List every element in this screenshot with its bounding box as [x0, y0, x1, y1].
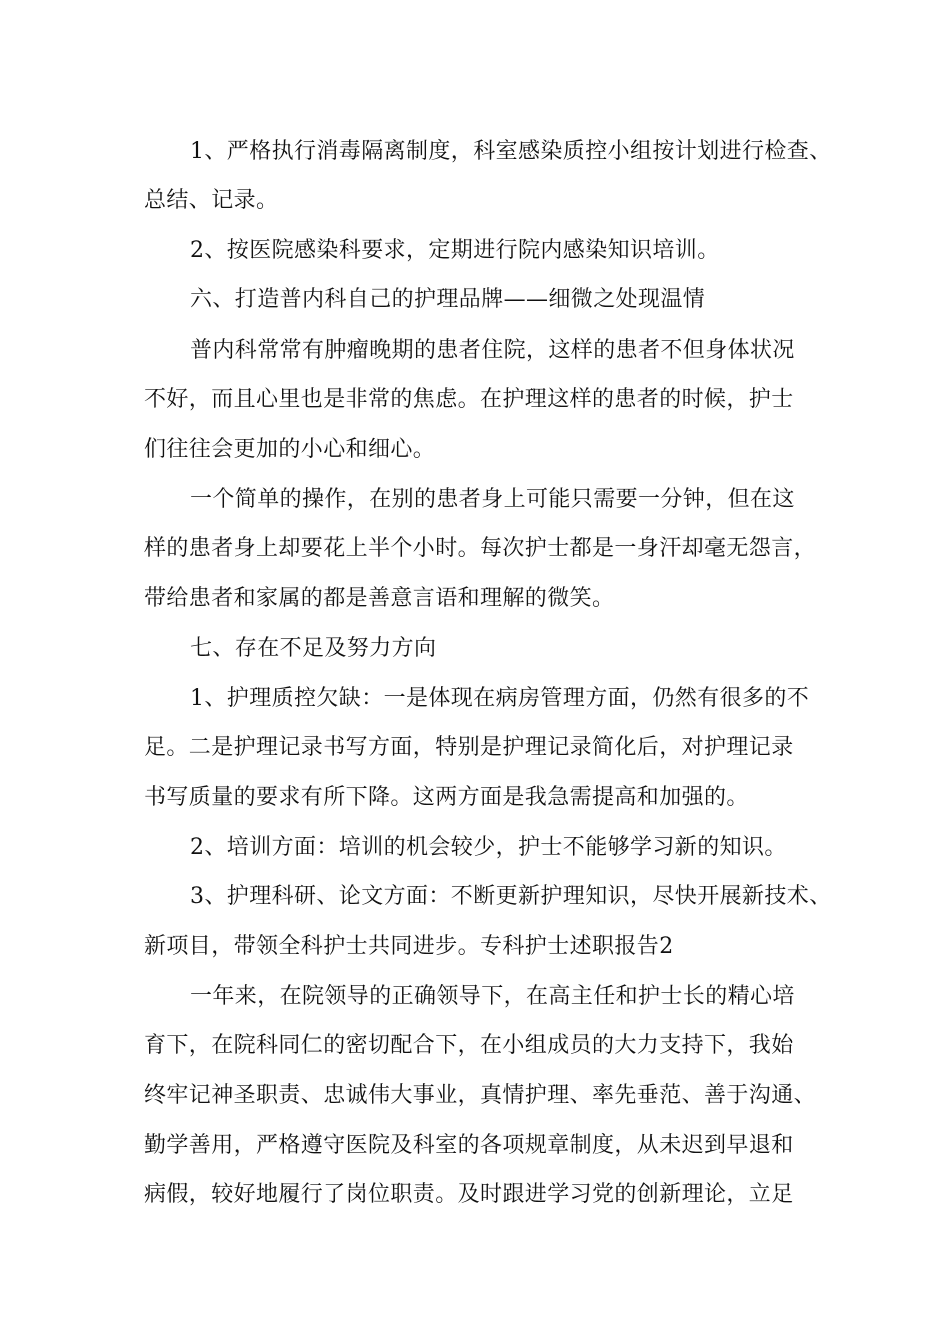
text-line: [0, 778, 950, 818]
text-line: [0, 877, 950, 917]
line-text: 勤学善用，严格遵守医院及科室的各项规章制度，从未迟到早退和: [144, 1133, 794, 1158]
line-text: 新项目，带领全科护士共同进步。专科护士述职报告2: [144, 934, 674, 959]
line-text: 一个简单的操作，在别的患者身上可能只需要一分钟，但在这: [190, 487, 795, 512]
text-line: [0, 828, 950, 868]
line-text: 终牢记神圣职责、忠诚伟大事业，真情护理、率先垂范、善于沟通、: [144, 1083, 817, 1108]
line-text: 3、护理科研、论文方面：不断更新护理知识，尽快开展新技术、: [190, 884, 832, 909]
text-line: [0, 1126, 950, 1166]
line-text: 六、打造普内科自己的护理品牌——细微之处现温情: [190, 287, 706, 312]
text-line: [0, 1076, 950, 1116]
text-line: [0, 331, 950, 371]
text-line: [0, 728, 950, 768]
line-text: 1、严格执行消毒隔离制度，科室感染质控小组按计划进行检查、: [190, 139, 832, 164]
line-text: 七、存在不足及努力方向: [190, 636, 437, 661]
line-text: 们往往会更加的小心和细心。: [144, 437, 436, 462]
line-text: 2、培训方面：培训的机会较少，护士不能够学习新的知识。: [190, 835, 787, 860]
line-text: 带给患者和家属的都是善意言语和理解的微笑。: [144, 586, 615, 611]
line-text: 书写质量的要求有所下降。这两方面是我急需提高和加强的。: [144, 785, 749, 810]
text-line: [0, 231, 950, 271]
text-line: [0, 181, 950, 221]
text-line: [0, 132, 950, 172]
text-line: [0, 529, 950, 569]
text-line: [0, 1175, 950, 1215]
section-heading: [0, 629, 950, 669]
line-text: 病假，较好地履行了岗位职责。及时跟进学习党的创新理论，立足: [144, 1182, 794, 1207]
text-line: [0, 380, 950, 420]
line-text: 育下，在院科同仁的密切配合下，在小组成员的大力支持下，我始: [144, 1033, 794, 1058]
text-line: [0, 1026, 950, 1066]
text-line: [0, 679, 950, 719]
line-text: 普内科常常有肿瘤晚期的患者住院，这样的患者不但身体状况: [190, 338, 795, 363]
line-text: 足。二是护理记录书写方面，特别是护理记录简化后，对护理记录: [144, 735, 794, 760]
text-line: [0, 927, 950, 967]
line-text: 一年来，在院领导的正确领导下，在高主任和护士长的精心培: [190, 984, 795, 1009]
text-line: [0, 977, 950, 1017]
line-text: 不好，而且心里也是非常的焦虑。在护理这样的患者的时候，护士: [144, 387, 794, 412]
line-text: 1、护理质控欠缺：一是体现在病房管理方面，仍然有很多的不: [190, 686, 810, 711]
text-line: [0, 480, 950, 520]
section-heading: [0, 280, 950, 320]
text-line: [0, 430, 950, 470]
line-text: 总结、记录。: [144, 188, 279, 213]
line-text: 样的患者身上却要花上半个小时。每次护士都是一身汗却毫无怨言，: [144, 536, 817, 561]
line-text: 2、按医院感染科要求，定期进行院内感染知识培训。: [190, 238, 720, 263]
text-line: [0, 579, 950, 619]
